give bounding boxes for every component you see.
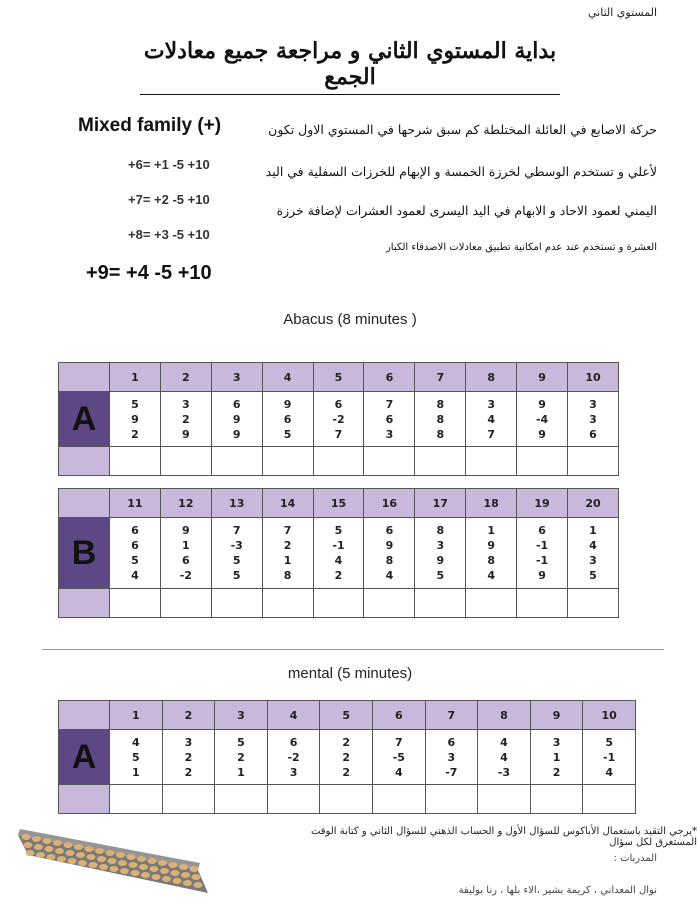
problem-cell [211,392,262,447]
answer-cell[interactable] [517,447,568,476]
problem-value: 4 [394,765,403,779]
answer-row-label-cell [59,447,110,476]
problem-value: 3 [589,412,597,426]
problem-cell [110,392,161,447]
problem-value: 7 [232,524,241,537]
highlight-equation: +9= +4 -5 +10 [86,262,212,284]
answer-cell[interactable] [211,447,262,476]
answer-cell[interactable] [372,785,425,814]
problem-value: 1 [589,524,597,537]
problem-cell [320,730,373,785]
explanation-line: العشرة و تستخدم عند عدم امكانية تطبيق معادلات الاصدقاء الكبار [385,242,657,253]
problem-cell [583,730,636,785]
problem-value: -3 [497,765,511,779]
problem-value: 5 [436,569,445,582]
answer-cell[interactable] [415,589,466,618]
problem-value: 8 [283,569,292,582]
abacus-bead [57,856,66,862]
column-number: 10 [583,701,636,730]
column-number: 7 [425,701,478,730]
abacus-bead [116,852,125,858]
problem-cell [478,730,531,785]
column-number: 2 [162,701,215,730]
column-number: 1 [110,701,163,730]
abacus-bead [190,866,199,872]
abacus-bead [171,870,180,876]
abacus-bead [152,874,161,880]
column-number: 16 [364,489,415,518]
problem-value: 6 [385,412,394,426]
answer-cell[interactable] [364,589,415,618]
problem-value: 2 [237,750,245,764]
answer-cell[interactable] [313,589,364,618]
problem-value: 6 [131,524,139,537]
problem-value: 3 [552,735,561,749]
abacus-section-title: Abacus (8 minutes ) [283,311,417,328]
problem-value: 4 [487,412,495,426]
problem-cell [313,518,364,589]
problem-value: 4 [131,735,140,749]
answer-cell[interactable] [568,447,619,476]
problem-value: 4 [334,554,343,567]
column-number: 3 [211,363,262,392]
column-number: 3 [215,701,268,730]
problem-cell [568,518,619,589]
level-label: المستوي الثاني [588,6,657,19]
problem-value: 9 [232,427,241,441]
abacus-bead [162,876,171,882]
problem-cell [162,730,215,785]
abacus-bead [106,850,115,856]
abacus-bead [85,846,94,852]
problem-cell [568,392,619,447]
row-letter: A [59,392,110,447]
column-number: 12 [160,489,211,518]
problem-value: 7 [283,524,292,537]
problem-value: 1 [182,539,190,552]
answer-cell[interactable] [110,589,161,618]
abacus-bead [181,872,190,878]
column-number: 4 [267,701,320,730]
problem-cell [425,730,478,785]
problem-value: 1 [131,765,140,779]
problem-value: 4 [487,569,495,582]
column-number: 6 [364,363,415,392]
abacus-bead [95,848,104,854]
problem-value: 3 [589,554,597,567]
abacus-bead [24,842,33,848]
abacus-bead [74,844,83,850]
abacus-bead [169,862,178,868]
problem-value: -5 [392,750,405,764]
abacus-bead [160,868,169,874]
problem-value: 5 [334,524,343,537]
abacus-bead [68,858,77,864]
column-number: 5 [320,701,373,730]
column-number: 13 [211,489,262,518]
answer-cell[interactable] [215,785,268,814]
problem-value: 5 [605,735,613,749]
header-corner-cell [59,363,110,392]
problem-value: -7 [445,765,458,779]
explanation-line: اليمني لعمود الاحاد و الابهام في اليد اليسرى لعمود العشرات لإضافة خرزة [276,203,657,218]
problem-value: 9 [232,412,241,426]
problem-value: 8 [487,554,495,567]
problem-value: 5 [589,569,597,582]
problem-value: 4 [605,765,613,779]
abacus-bead [87,854,96,860]
problem-value: 4 [385,569,394,582]
problem-cell [160,518,211,589]
answer-cell[interactable] [466,447,517,476]
problem-value: 6 [589,427,597,441]
mixed-family-title: Mixed family (+) [78,115,222,136]
row-letter: A [59,730,110,785]
abacus-bead [131,870,140,876]
problem-cell [364,392,415,447]
problem-value: 5 [237,735,245,749]
problem-value: 3 [289,765,298,779]
trainers-label: المدربات : [613,853,657,864]
problem-value: 9 [538,427,546,441]
problem-value: 7 [487,427,495,441]
equation: +6= +1 -5 +10 [128,157,210,172]
problem-value: -2 [179,569,192,582]
problem-value: 9 [182,524,190,537]
problem-cell [364,518,415,589]
answer-cell[interactable] [211,589,262,618]
problem-value: 4 [589,539,597,552]
header-corner-cell [59,489,110,518]
problem-cell [466,392,517,447]
answer-cell[interactable] [110,447,161,476]
column-number: 19 [517,489,568,518]
abacus-bead [78,860,87,866]
explanation-line: لأعلي و تستخدم الوسطي لخرزة الخمسة و الإبهام للخرزات السفلية في اليد [265,164,657,179]
problem-value: 2 [342,750,350,764]
problem-value: 4 [131,569,139,582]
problem-value: 3 [436,539,445,552]
problem-value: 3 [487,397,495,411]
problem-value: 8 [436,427,445,441]
problem-value: 8 [385,554,394,567]
column-number: 10 [568,363,619,392]
page-title: بداية المستوي الثاني و مراجعة جميع معادلات الجمع [140,38,560,95]
abacus-table-a [58,362,619,476]
problem-value: -2 [332,412,345,426]
abacus-bead [110,866,119,872]
abacus-image [8,815,218,905]
problem-value: 5 [131,397,139,411]
problem-cell [160,392,211,447]
problem-value: 9 [385,539,394,552]
problem-cell [415,518,466,589]
abacus-bead [183,880,192,886]
problem-value: 2 [334,569,343,582]
equation: +7= +2 -5 +10 [128,192,210,207]
problem-value: 1 [552,750,561,764]
column-number: 18 [466,489,517,518]
problem-cell [110,518,161,589]
problem-value: -1 [603,750,616,764]
problem-value: 3 [184,735,193,749]
problem-value: 1 [487,524,495,537]
problem-cell [530,730,583,785]
answer-cell[interactable] [517,589,568,618]
problem-value: 6 [182,554,190,567]
abacus-bead [194,882,203,888]
problem-cell [466,518,517,589]
abacus-bead [150,866,159,872]
problem-cell [262,392,313,447]
problem-value: 6 [538,524,546,537]
abacus-bead [137,856,146,862]
abacus-bead [45,846,54,852]
answer-cell[interactable] [313,447,364,476]
problem-value: 4 [500,735,508,749]
problem-value: 1 [283,554,292,567]
column-number: 8 [478,701,531,730]
section-divider [42,649,664,650]
problem-cell [415,392,466,447]
problem-value: 2 [182,412,190,426]
problem-value: 6 [289,735,298,749]
problem-value: 6 [283,412,292,426]
problem-cell [262,518,313,589]
problem-value: 7 [385,397,394,411]
answer-cell[interactable] [262,447,313,476]
column-number: 15 [313,489,364,518]
problem-value: 2 [283,539,292,552]
problem-value: 4 [500,750,508,764]
problem-value: 2 [552,765,561,779]
abacus-bead [89,862,98,868]
mental-section-title: mental (5 minutes) [287,665,413,682]
problem-value: 9 [487,539,495,552]
column-number: 9 [517,363,568,392]
problem-cell [517,518,568,589]
column-number: 4 [262,363,313,392]
abacus-bead [173,878,182,884]
column-number: 1 [110,363,161,392]
problem-value: 7 [334,427,343,441]
problem-cell [517,392,568,447]
column-number: 14 [262,489,313,518]
problem-value: 5 [232,554,241,567]
problem-value: 2 [184,765,193,779]
abacus-bead [192,874,201,880]
answer-cell[interactable] [568,589,619,618]
problem-value: 3 [589,397,597,411]
abacus-bead [158,860,167,866]
abacus-bead [99,864,108,870]
problem-value: 6 [131,539,139,552]
abacus-bead [22,834,31,840]
abacus-bead [36,852,45,858]
abacus-bead [76,852,85,858]
problem-value: 3 [447,750,456,764]
problem-value: 6 [385,524,394,537]
abacus-bead [108,858,117,864]
problem-cell [267,730,320,785]
abacus-bead [66,850,75,856]
abacus-bead [47,854,56,860]
column-number: 11 [110,489,161,518]
abacus-bead [32,836,41,842]
abacus-bead [179,864,188,870]
footer-note: *يرجي التقيد باستعمال الأباكوس للسؤال الأول و الحساب الذهني للسؤال الثاني و كتابة الوقت المستغرق لكل سؤال [310,826,697,848]
problem-value: -1 [332,539,345,552]
problem-value: 5 [283,427,292,441]
problem-value: 8 [436,412,445,426]
abacus-bead [26,850,35,856]
abacus-bead [127,854,136,860]
abacus-bead [97,856,106,862]
problem-value: 2 [342,765,350,779]
problem-value: 5 [131,554,139,567]
problem-cell [313,392,364,447]
equation: +8= +3 -5 +10 [128,227,210,242]
problem-value: 2 [184,750,193,764]
problem-value: 9 [131,412,139,426]
problem-value: 1 [237,765,245,779]
abacus-bead [129,862,138,868]
problem-value: 2 [131,427,139,441]
answer-cell[interactable] [415,447,466,476]
problem-value: 3 [385,427,394,441]
abacus-table-b [58,488,619,618]
header-corner-cell [59,701,110,730]
abacus-bead [64,842,73,848]
problem-cell [211,518,262,589]
answer-cell[interactable] [466,589,517,618]
column-number: 2 [160,363,211,392]
problem-value: 6 [447,735,456,749]
abacus-bead [53,840,62,846]
problem-value: 8 [436,397,445,411]
problem-value: -3 [230,539,243,552]
problem-value: 7 [394,735,403,749]
problem-value: 9 [283,397,292,411]
problem-value: 6 [334,397,343,411]
problem-value: 5 [232,569,241,582]
problem-value: 9 [538,569,546,582]
column-number: 5 [313,363,364,392]
abacus-bead [120,868,129,874]
abacus-bead [34,844,43,850]
problem-value: 6 [232,397,241,411]
answer-cell[interactable] [583,785,636,814]
column-number: 6 [372,701,425,730]
answer-row-label-cell [59,785,110,814]
column-number: 9 [530,701,583,730]
problem-cell [110,730,163,785]
problem-value: 8 [436,524,445,537]
answer-row-label-cell [59,589,110,618]
answer-cell[interactable] [364,447,415,476]
trainers-names: نوال المعداني ، كريمة بشير ،الاء بلها ، رنا بوليفة [458,885,657,896]
abacus-bead [118,860,127,866]
problem-value: 9 [182,427,190,441]
answer-cell[interactable] [425,785,478,814]
answer-cell[interactable] [530,785,583,814]
problem-value: -1 [535,539,549,552]
answer-cell[interactable] [267,785,320,814]
problem-value: 5 [131,750,140,764]
problem-value: -2 [287,750,300,764]
answer-cell[interactable] [478,785,531,814]
abacus-bead [55,848,64,854]
problem-value: 9 [436,554,445,567]
problem-value: 3 [182,397,190,411]
problem-cell [215,730,268,785]
mental-table-a [58,700,636,814]
abacus-bead [43,838,52,844]
column-number: 20 [568,489,619,518]
abacus-bead [148,858,157,864]
abacus-bead [139,864,148,870]
problem-value: -1 [535,554,549,567]
problem-value: 9 [538,397,546,411]
row-letter: B [59,518,110,589]
problem-value: -4 [535,412,549,426]
answer-cell[interactable] [160,589,211,618]
explanation-line: حركة الاصابع في العائلة المختلطة كم سبق شرحها في المستوي الاول تكون [268,122,657,137]
column-number: 17 [415,489,466,518]
answer-cell[interactable] [160,447,211,476]
answer-cell[interactable] [262,589,313,618]
answer-cell[interactable] [110,785,163,814]
problem-cell [372,730,425,785]
column-number: 7 [415,363,466,392]
answer-cell[interactable] [162,785,215,814]
problem-value: 2 [342,735,350,749]
answer-cell[interactable] [320,785,373,814]
column-number: 8 [466,363,517,392]
abacus-bead [141,872,150,878]
